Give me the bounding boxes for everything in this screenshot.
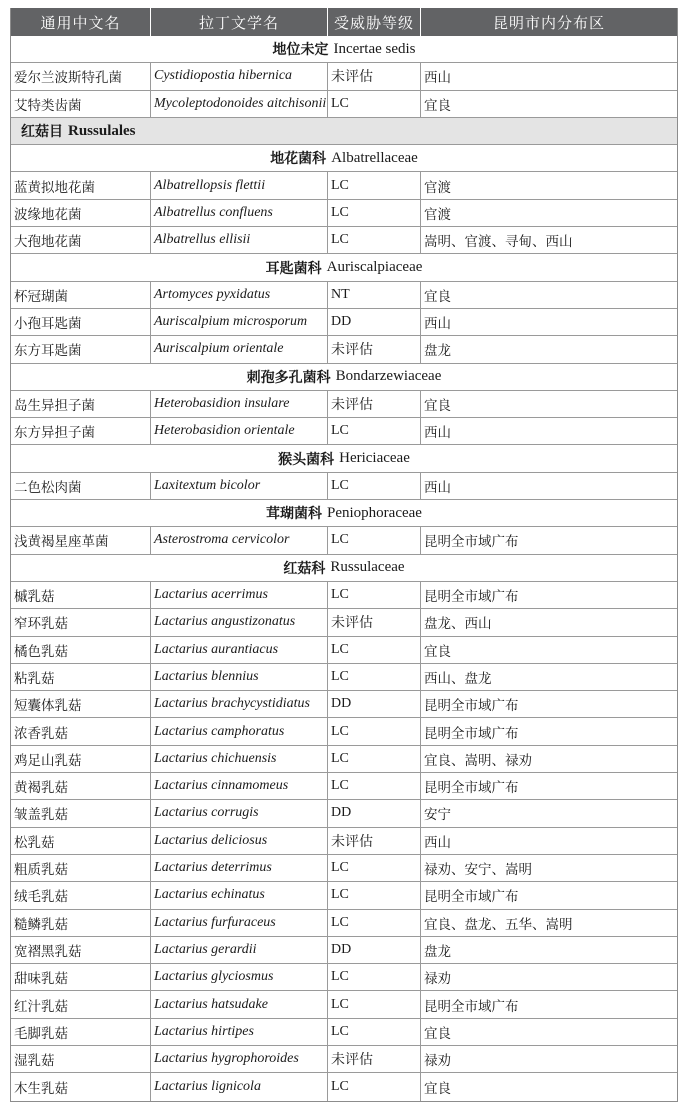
cell-latin-name: Lactarius deliciosus <box>151 828 328 854</box>
cell-common-name: 浅黄褐星座革菌 <box>11 527 151 553</box>
cell-common-name: 波缘地花菌 <box>11 200 151 226</box>
cell-common-name: 爱尔兰波斯特孔菌 <box>11 63 151 89</box>
cell-common-name: 杯冠瑚菌 <box>11 282 151 308</box>
cell-threat-status: LC <box>328 1019 421 1045</box>
family-name-cn: 茸瑚菌科 <box>266 506 323 523</box>
cell-threat-status: LC <box>328 418 421 444</box>
family-name-latin: Russulaceae <box>330 559 405 576</box>
cell-latin-name: Lactarius echinatus <box>151 882 328 908</box>
cell-common-name: 毛脚乳菇 <box>11 1019 151 1045</box>
family-row <box>11 254 677 281</box>
cell-common-name: 红汁乳菇 <box>11 991 151 1017</box>
family-name-cn: 红菇科 <box>283 560 326 577</box>
table-row <box>11 91 677 118</box>
cell-common-name: 短囊体乳菇 <box>11 691 151 717</box>
table-row <box>11 582 677 609</box>
table-row <box>11 282 677 309</box>
family-row <box>11 36 677 63</box>
cell-distribution: 盘龙 <box>424 943 451 960</box>
table-row <box>11 991 677 1018</box>
cell-distribution: 西山 <box>424 425 451 442</box>
cell-threat-status: LC <box>328 964 421 990</box>
cell-latin-name: Lactarius angustizonatus <box>151 609 328 635</box>
header-latin-name: 拉丁文学名 <box>151 8 328 36</box>
cell-latin-name: Artomyces pyxidatus <box>151 282 328 308</box>
table-row <box>11 746 677 773</box>
cell-latin-name: Heterobasidion orientale <box>151 418 328 444</box>
cell-common-name: 东方耳匙菌 <box>11 336 151 362</box>
cell-latin-name: Lactarius glyciosmus <box>151 964 328 990</box>
cell-common-name: 皱盖乳菇 <box>11 800 151 826</box>
cell-common-name: 小孢耳匙菌 <box>11 309 151 335</box>
cell-common-name: 湿乳菇 <box>11 1046 151 1072</box>
table-row <box>11 200 677 227</box>
cell-threat-status: LC <box>328 527 421 553</box>
cell-common-name: 窄环乳菇 <box>11 609 151 635</box>
cell-common-name: 浓香乳菇 <box>11 718 151 744</box>
cell-threat-status: LC <box>328 773 421 799</box>
table-header <box>11 8 677 36</box>
family-name-cn: 猴头菌科 <box>278 451 335 468</box>
cell-distribution: 官渡 <box>424 179 451 196</box>
table-row <box>11 418 677 445</box>
family-row <box>11 555 677 582</box>
cell-threat-status: 未评估 <box>328 391 421 417</box>
cell-threat-status: LC <box>328 227 421 253</box>
table-row <box>11 336 677 363</box>
cell-latin-name: Lactarius blennius <box>151 664 328 690</box>
cell-distribution: 昆明全市域广布 <box>424 534 519 551</box>
cell-distribution: 昆明全市域广布 <box>424 589 519 606</box>
table-row <box>11 391 677 418</box>
cell-threat-status: DD <box>328 800 421 826</box>
cell-threat-status: LC <box>328 172 421 198</box>
cell-latin-name: Lactarius deterrimus <box>151 855 328 881</box>
cell-latin-name: Asterostroma cervicolor <box>151 527 328 553</box>
cell-common-name: 艾特类齿菌 <box>11 91 151 117</box>
family-name-latin: Hericiaceae <box>339 450 410 467</box>
cell-common-name: 蓝黄拟地花菌 <box>11 172 151 198</box>
cell-distribution: 昆明全市域广布 <box>424 780 519 797</box>
cell-distribution: 西山 <box>424 70 451 87</box>
cell-latin-name: Heterobasidion insulare <box>151 391 328 417</box>
cell-latin-name: Cystidiopostia hibernica <box>151 63 328 89</box>
cell-threat-status: 未评估 <box>328 336 421 362</box>
table-row <box>11 637 677 664</box>
cell-threat-status: LC <box>328 637 421 663</box>
table-row <box>11 910 677 937</box>
cell-threat-status: NT <box>328 282 421 308</box>
cell-distribution: 宜良、盘龙、五华、嵩明 <box>424 916 573 933</box>
family-name-latin: Peniophoraceae <box>327 504 422 521</box>
family-name-cn: 刺孢多孔菌科 <box>246 369 331 386</box>
cell-threat-status: LC <box>328 910 421 936</box>
family-name-latin: Incertae sedis <box>333 40 416 57</box>
cell-common-name: 橘色乳菇 <box>11 637 151 663</box>
table-row <box>11 800 677 827</box>
cell-distribution: 禄劝 <box>424 971 451 988</box>
cell-distribution: 盘龙、西山 <box>424 616 492 633</box>
cell-common-name: 东方异担子菌 <box>11 418 151 444</box>
table-row <box>11 1073 677 1100</box>
cell-latin-name: Lactarius furfuraceus <box>151 910 328 936</box>
cell-threat-status: LC <box>328 882 421 908</box>
cell-threat-status: 未评估 <box>328 609 421 635</box>
cell-latin-name: Lactarius camphoratus <box>151 718 328 744</box>
cell-latin-name: Mycoleptodonoides aitchisonii <box>151 91 328 117</box>
cell-threat-status: 未评估 <box>328 1046 421 1072</box>
order-name-latin: Russulales <box>68 122 136 139</box>
cell-threat-status: LC <box>328 664 421 690</box>
cell-common-name: 粘乳菇 <box>11 664 151 690</box>
cell-distribution: 禄劝 <box>424 1053 451 1070</box>
cell-distribution: 盘龙 <box>424 343 451 360</box>
cell-latin-name: Lactarius hygrophoroides <box>151 1046 328 1072</box>
family-name-cn: 地位未定 <box>272 42 329 59</box>
cell-distribution: 宜良 <box>424 1025 451 1042</box>
cell-latin-name: Lactarius lignicola <box>151 1073 328 1100</box>
table-row <box>11 63 677 90</box>
cell-distribution: 官渡 <box>424 206 451 223</box>
cell-common-name: 黄褐乳菇 <box>11 773 151 799</box>
cell-distribution: 宜良 <box>424 97 451 114</box>
header-common-name: 通用中文名 <box>11 8 151 36</box>
cell-latin-name: Lactarius cinnamomeus <box>151 773 328 799</box>
table-row <box>11 855 677 882</box>
cell-common-name: 槭乳菇 <box>11 582 151 608</box>
cell-distribution: 宜良 <box>424 643 451 660</box>
cell-latin-name: Auriscalpium microsporum <box>151 309 328 335</box>
table-row <box>11 691 677 718</box>
cell-threat-status: DD <box>328 937 421 963</box>
cell-threat-status: LC <box>328 473 421 499</box>
cell-common-name: 宽褶黑乳菇 <box>11 937 151 963</box>
cell-distribution: 安宁 <box>424 807 451 824</box>
table-row <box>11 473 677 500</box>
cell-threat-status: LC <box>328 746 421 772</box>
family-name-latin: Albatrellaceae <box>331 149 418 166</box>
family-name-cn: 地花菌科 <box>270 151 327 168</box>
cell-latin-name: Albatrellus confluens <box>151 200 328 226</box>
table-row <box>11 718 677 745</box>
cell-distribution: 昆明全市域广布 <box>424 998 519 1015</box>
cell-distribution: 宜良 <box>424 398 451 414</box>
cell-common-name: 二色松肉菌 <box>11 473 151 499</box>
cell-threat-status: DD <box>328 309 421 335</box>
order-name-cn: 红菇目 <box>21 124 63 141</box>
cell-common-name: 松乳菇 <box>11 828 151 854</box>
header-distribution: 昆明市内分布区 <box>492 13 605 32</box>
cell-distribution: 嵩明、官渡、寻甸、西山 <box>424 234 573 251</box>
cell-distribution: 西山 <box>424 479 451 496</box>
cell-threat-status: DD <box>328 691 421 717</box>
cell-distribution: 宜良、嵩明、禄劝 <box>424 752 532 769</box>
table-row <box>11 172 677 199</box>
cell-distribution: 昆明全市域广布 <box>424 725 519 742</box>
cell-latin-name: Lactarius acerrimus <box>151 582 328 608</box>
table-row <box>11 527 677 554</box>
table-row <box>11 1046 677 1073</box>
header-threat-status: 受威胁等级 <box>328 8 421 36</box>
cell-latin-name: Lactarius corrugis <box>151 800 328 826</box>
cell-threat-status: LC <box>328 200 421 226</box>
cell-common-name: 粗质乳菇 <box>11 855 151 881</box>
cell-distribution: 西山 <box>424 834 451 851</box>
cell-threat-status: LC <box>328 855 421 881</box>
cell-distribution: 西山、盘龙 <box>424 670 492 687</box>
cell-threat-status: LC <box>328 991 421 1017</box>
cell-latin-name: Lactarius gerardii <box>151 937 328 963</box>
table-row <box>11 309 677 336</box>
family-row <box>11 445 677 472</box>
table-body <box>11 36 677 1101</box>
table-row <box>11 1019 677 1046</box>
cell-distribution: 昆明全市域广布 <box>424 889 519 906</box>
family-name-latin: Auriscalpiaceae <box>326 259 423 276</box>
cell-latin-name: Laxitextum bicolor <box>151 473 328 499</box>
order-row <box>11 118 677 145</box>
cell-threat-status: 未评估 <box>328 63 421 89</box>
cell-latin-name: Lactarius aurantiacus <box>151 637 328 663</box>
cell-threat-status: LC <box>328 718 421 744</box>
cell-threat-status: LC <box>328 91 421 117</box>
cell-distribution: 宜良 <box>424 288 451 305</box>
cell-latin-name: Albatrellopsis flettii <box>151 172 328 198</box>
table-row <box>11 664 677 691</box>
family-row <box>11 364 677 391</box>
family-row <box>11 500 677 527</box>
family-name-cn: 耳匙菌科 <box>265 260 322 277</box>
cell-distribution: 西山 <box>424 316 451 333</box>
cell-distribution: 禄劝、安宁、嵩明 <box>424 862 532 879</box>
cell-latin-name: Lactarius brachycystidiatus <box>151 691 328 717</box>
table-row <box>11 227 677 254</box>
species-table <box>10 8 678 1102</box>
cell-latin-name: Auriscalpium orientale <box>151 336 328 362</box>
cell-common-name: 岛生异担子菌 <box>11 391 151 417</box>
family-row <box>11 145 677 172</box>
cell-common-name: 木生乳菇 <box>11 1073 151 1100</box>
cell-threat-status: LC <box>328 582 421 608</box>
table-row <box>11 828 677 855</box>
cell-latin-name: Lactarius hatsudake <box>151 991 328 1017</box>
cell-latin-name: Lactarius hirtipes <box>151 1019 328 1045</box>
cell-common-name: 糙鳞乳菇 <box>11 910 151 936</box>
table-row <box>11 882 677 909</box>
cell-threat-status: LC <box>328 1073 421 1100</box>
table-row <box>11 773 677 800</box>
cell-common-name: 甜味乳菇 <box>11 964 151 990</box>
cell-common-name: 大孢地花菌 <box>11 227 151 253</box>
cell-distribution: 昆明全市域广布 <box>424 698 519 715</box>
table-row <box>11 964 677 991</box>
cell-common-name: 绒毛乳菇 <box>11 882 151 908</box>
cell-common-name: 鸡足山乳菇 <box>11 746 151 772</box>
cell-threat-status: 未评估 <box>328 828 421 854</box>
cell-latin-name: Lactarius chichuensis <box>151 746 328 772</box>
cell-distribution: 宜良 <box>424 1080 451 1097</box>
table-row <box>11 609 677 636</box>
table-row <box>11 937 677 964</box>
cell-latin-name: Albatrellus ellisii <box>151 227 328 253</box>
family-name-latin: Bondarzewiaceae <box>335 368 442 385</box>
